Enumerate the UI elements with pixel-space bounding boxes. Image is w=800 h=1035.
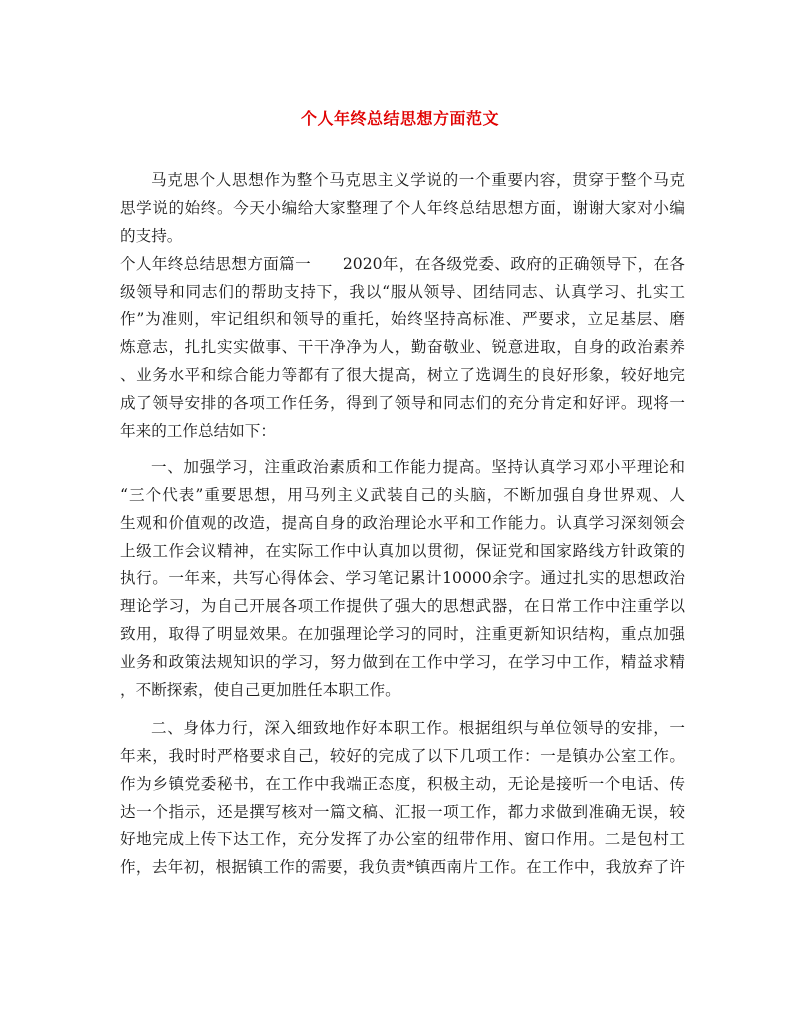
- text-line: 级领导和同志们的帮助支持下，我以“服从领导、团结同志、认真学习、扎实工: [120, 282, 685, 301]
- document-body: [120, 167, 685, 882]
- text-line: 好地完成上传下达工作，充分发挥了办公室的纽带作用、窗口作用。二是包村工: [120, 830, 685, 849]
- text-line: 一、加强学习，注重政治素质和工作能力提高。坚持认真学习邓小平理论和: [151, 457, 685, 476]
- text-line: 炼意志，扎扎实实做事、干干净净为人，勤奋敬业、锐意进取，自身的政治素养: [120, 338, 685, 357]
- text-line: 年来的工作总结如下：: [120, 422, 276, 441]
- text-line: 执行。一年来，共写心得体会、学习笔记累计10000余字。通过扎实的思想政治: [120, 569, 685, 588]
- text-line: 、业务水平和综合能力等都有了很大提高，树立了选调生的良好形象，较好地完: [120, 366, 685, 385]
- paragraph-gap: [120, 705, 685, 715]
- text-line: 业务和政策法规知识的学习，努力做到在工作中学习，在学习中工作，精益求精: [120, 653, 685, 672]
- text-line: 思学说的始终。今天小编给大家整理了个人年终总结思想方面，谢谢大家对小编: [120, 198, 685, 217]
- text-line: 成了领导安排的各项工作任务，得到了领导和同志们的充分肯定和好评。现将一: [120, 394, 685, 413]
- text-line: 作，去年初，根据镇工作的需要，我负责*镇西南片工作。在工作中，我放弃了许: [120, 858, 685, 877]
- text-line: 作为乡镇党委秘书，在工作中我端正态度，积极主动，无论是接听一个电话、传: [120, 774, 685, 793]
- paragraph-gap: [120, 446, 685, 454]
- text-line: 理论学习，为自己开展各项工作提供了强大的思想武器，在日常工作中注重学以: [120, 597, 685, 616]
- text-line: 上级工作会议精神，在实际工作中认真加以贯彻，保证党和国家路线方针政策的: [120, 541, 685, 560]
- text-line: 个人年终总结思想方面篇一 2020年，在各级党委、政府的正确领导下，在各: [120, 254, 685, 273]
- document-title: 个人年终总结思想方面范文: [300, 109, 499, 128]
- text-line: “三个代表”重要思想，用马列主义武装自己的头脑，不断加强自身世界观、人: [120, 485, 685, 504]
- text-line: 生观和价值观的改造，提高自身的政治理论水平和工作能力。认真学习深刻领会: [120, 513, 685, 532]
- text-line: 马克思个人思想作为整个马克思主义学说的一个重要内容，贯穿于整个马克: [151, 171, 685, 189]
- text-line: 达一个指示，还是撰写核对一篇文稿、汇报一项工作，都力求做到准确无误，较: [120, 802, 685, 821]
- text-line: 致用，取得了明显效果。在加强理论学习的同时，注重更新知识结构，重点加强: [120, 625, 685, 644]
- text-line: 二、身体力行，深入细致地作好本职工作。根据组织与单位领导的安排，一: [151, 718, 685, 737]
- text-line: 年来，我时时严格要求自己，较好的完成了以下几项工作：一是镇办公室工作。: [120, 746, 685, 765]
- text-line: 的支持。: [120, 226, 183, 245]
- text-line: 作”为准则，牢记组织和领导的重托，始终坚持高标准、严要求，立足基层、磨: [120, 310, 685, 329]
- text-line: ，不断探索，使自己更加胜任本职工作。: [120, 681, 401, 700]
